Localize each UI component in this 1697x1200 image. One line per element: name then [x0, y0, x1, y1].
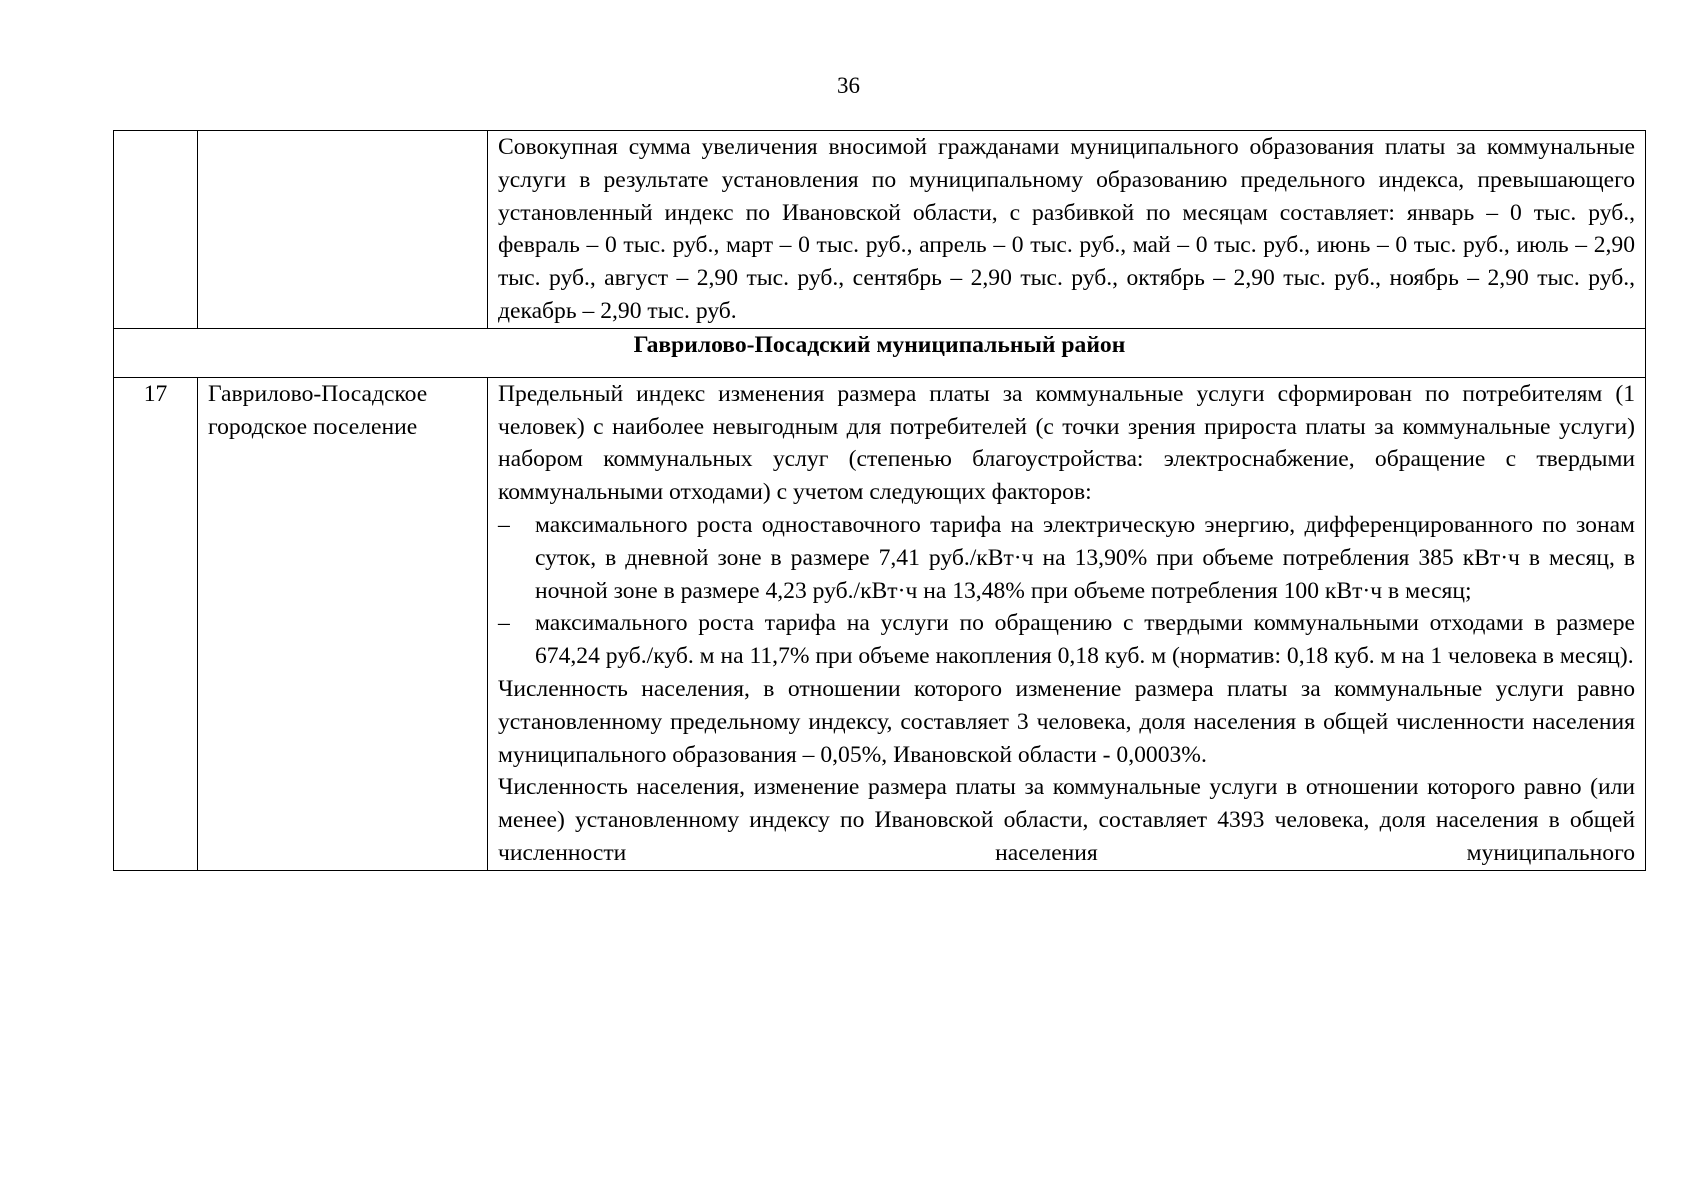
factor-bullet-electricity [498, 509, 1635, 607]
population-at-index-paragraph: Численность населения, в отношении которого изменение размера платы за коммунальные услуги равно установленному предельному индексу, составляет 3 человека, доля населения в общей численности населения муниципального образования – 0,05%, Ивановской области - 0,0003%. [498, 675, 1635, 768]
row-number-cell: 17 [114, 377, 198, 870]
page-number: 36 [837, 73, 860, 98]
table-row-17 [114, 377, 1646, 870]
bullet-dash: – [498, 511, 510, 538]
description-cell [488, 131, 1646, 329]
description-cell [488, 377, 1646, 870]
bullet-text: максимального роста тарифа на услуги по обращению с твердыми коммунальными отходами в размере 674,24 руб./куб. м на 11,7% при объеме накопления 0,18 куб. м (норматив: 0,18 куб. м на 1 человека в месяц). [535, 610, 1635, 670]
bullet-dash: – [498, 610, 510, 637]
bullet-text: максимального роста одноставочного тарифа на электрическую энергию, дифференцированного по зонам суток, в дневной зоне в размере 7,41 руб./кВт·ч на 13,90% при объеме потребления 385 кВт·ч в месяц, в ночной зоне в размере 4,23 руб./кВт·ч на 13,48% при объеме потребления 100 кВт·ч в месяц; [535, 511, 1635, 604]
municipal-index-table [113, 130, 1646, 871]
index-intro-paragraph: Предельный индекс изменения размера платы за коммунальные услуги сформирован по потребителям (1 человек) с наиболее невыгодным для потребителей (с точки зрения прироста платы за коммунальные услуги) набором коммунальных услуг (степенью благоустройства: электроснабжение, обращение с твердыми коммунальными отходами) с учетом следующих факторов: [498, 380, 1635, 506]
row-number-cell [114, 131, 198, 329]
section-header-row [114, 328, 1646, 377]
factor-bullet-waste [498, 607, 1635, 673]
municipality-name-cell: Гаврилово-Посадское городское поселение [198, 377, 488, 870]
section-header: Гаврилово-Посадский муниципальный район [114, 328, 1646, 377]
monthly-increase-paragraph: Совокупная сумма увеличения вносимой гражданами муниципального образования платы за коммунальные услуги в результате установления по муниципальному образованию предельного индекса, превышающего установленный индекс по Ивановской области, с разбивкой по месяцам составляет: январь – 0 тыс. руб., февраль – 0 тыс. руб., март – 0 тыс. руб., апрель – 0 тыс. руб., май – 0 тыс. руб., июнь – 0 тыс. руб., июль – 2,90 тыс. руб., август – 2,90 тыс. руб., сентябрь – 2,90 тыс. руб., октябрь – 2,90 тыс. руб., ноябрь – 2,90 тыс. руб., декабрь – 2,90 тыс. руб. [498, 134, 1635, 324]
municipality-name-cell [198, 131, 488, 329]
table-row-continuation [114, 131, 1646, 329]
population-below-index-paragraph: Численность населения, изменение размера платы за коммунальные услуги в отношении которого равно (или менее) установленному индексу по Ивановской области, составляет 4393 человека, доля населения в общей численности населения муниципального [498, 774, 1635, 866]
